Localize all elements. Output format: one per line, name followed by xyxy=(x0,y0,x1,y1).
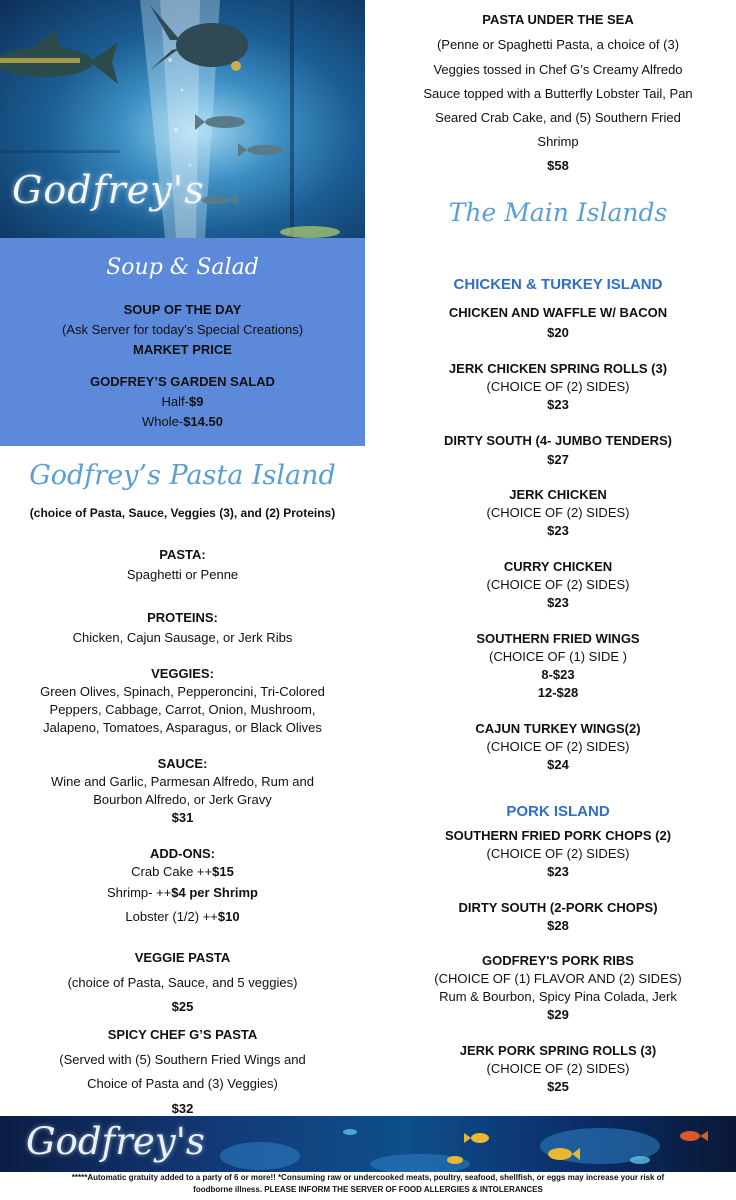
addon-lobster-price: $10 xyxy=(217,909,240,924)
menu-item-price: $28 xyxy=(547,918,569,933)
addon-crab-label: Crab Cake ++ xyxy=(131,864,213,879)
under-sea-title: PASTA UNDER THE SEA xyxy=(482,12,634,27)
salad-whole-label: Whole- xyxy=(142,414,184,429)
disclaimer-line: foodborne illness. PLEASE INFORM THE SERVER OF FOOD ALLERGIES & INTOLERANCES xyxy=(193,1185,543,1194)
menu-item-price: $27 xyxy=(547,452,569,467)
menu-item-price: 12-$28 xyxy=(537,685,579,700)
pasta-island-subtitle: (choice of Pasta, Sauce, Veggies (3), and (2) Proteins) xyxy=(29,506,336,520)
menu-item-name: CURRY CHICKEN xyxy=(503,559,613,574)
pork-island-heading: PORK ISLAND xyxy=(506,803,610,820)
menu-item-name: GODFREY'S PORK RIBS xyxy=(482,953,634,968)
pasta-island-title: Godfrey’s Pasta Island xyxy=(29,460,336,491)
hero-logo-text: Godfrey's xyxy=(12,168,205,212)
addon-crab xyxy=(0,864,365,879)
addon-shrimp xyxy=(0,885,365,900)
soup-title: SOUP OF THE DAY xyxy=(123,302,242,317)
menu-item-name: JERK CHICKEN xyxy=(509,487,607,502)
salad-title: GODFREY’S GARDEN SALAD xyxy=(90,374,275,389)
menu-item-note: (CHOICE OF (2) SIDES) xyxy=(486,739,630,754)
right-column xyxy=(380,0,736,1116)
under-sea-line: Sauce topped with a Butterfly Lobster Tail, Pan xyxy=(423,86,693,101)
veggie-pasta-price: $25 xyxy=(171,999,194,1014)
menu-item-name: JERK CHICKEN SPRING ROLLS (3) xyxy=(448,361,668,376)
menu-item-price: $29 xyxy=(547,1007,569,1022)
veggies-label: VEGGIES: xyxy=(151,666,214,681)
addon-crab-price: $15 xyxy=(212,864,234,879)
under-sea-price: $58 xyxy=(547,158,569,173)
disclaimer-line: *****Automatic gratuity added to a party of 6 or more!! *Consuming raw or undercooked meats, poultry, seafood, shellfish, or eggs may increase your risk of xyxy=(71,1173,665,1182)
sauce-price: $31 xyxy=(171,810,194,825)
menu-item-note: (CHOICE OF (2) SIDES) xyxy=(486,846,630,861)
menu-item-name: CHICKEN AND WAFFLE W/ BACON xyxy=(448,305,668,320)
menu-item-name: JERK PORK SPRING ROLLS (3) xyxy=(459,1043,657,1058)
under-sea-line: (Penne or Spaghetti Pasta, a choice of (3) xyxy=(436,37,680,52)
spicy-pasta-line: Choice of Pasta and (3) Veggies) xyxy=(87,1076,278,1091)
veggie-pasta-desc: (choice of Pasta, Sauce, and 5 veggies) xyxy=(67,975,298,990)
footer-logo-text: Godfrey's xyxy=(26,1120,205,1163)
salad-half-line xyxy=(0,394,365,409)
pasta-text: Spaghetti or Penne xyxy=(126,567,239,582)
soup-note: (Ask Server for today’s Special Creations) xyxy=(61,322,304,337)
footer-aquarium-band xyxy=(0,1116,736,1172)
sauce-line: Bourbon Alfredo, or Jerk Gravy xyxy=(93,792,272,807)
spicy-pasta-price: $32 xyxy=(171,1101,194,1116)
under-sea-line: Shrimp xyxy=(537,134,579,149)
menu-item-note: (CHOICE OF (2) SIDES) xyxy=(486,505,630,520)
salad-whole-line xyxy=(0,414,365,429)
spicy-pasta-title: SPICY CHEF G’S PASTA xyxy=(107,1027,258,1042)
proteins-text: Chicken, Cajun Sausage, or Jerk Ribs xyxy=(72,630,293,645)
main-islands-title: The Main Islands xyxy=(448,198,668,227)
menu-item-name: DIRTY SOUTH (2-PORK CHOPS) xyxy=(458,900,658,915)
under-sea-line: Seared Crab Cake, and (5) Southern Fried xyxy=(435,110,681,125)
menu-item-note: (CHOICE OF (1) FLAVOR AND (2) SIDES) xyxy=(434,971,682,986)
legal-disclaimer xyxy=(0,1172,736,1200)
menu-item-price: $23 xyxy=(547,595,569,610)
veggies-line: Peppers, Cabbage, Carrot, Onion, Mushroom, xyxy=(49,702,316,717)
menu-item-price: $24 xyxy=(547,757,569,772)
chicken-turkey-heading: CHICKEN & TURKEY ISLAND xyxy=(453,276,663,293)
sauce-line: Wine and Garlic, Parmesan Alfredo, Rum and xyxy=(50,774,314,789)
menu-item-price: 8-$23 xyxy=(541,667,575,682)
salad-whole-price: $14.50 xyxy=(183,414,223,429)
spicy-pasta-line: (Served with (5) Southern Fried Wings and xyxy=(59,1052,306,1067)
menu-item-price: $25 xyxy=(547,1079,569,1094)
salad-half-price: $9 xyxy=(188,394,204,409)
pasta-island-section xyxy=(0,446,365,1116)
menu-item-note: (CHOICE OF (2) SIDES) xyxy=(486,1061,630,1076)
veggies-line: Green Olives, Spinach, Pepperoncini, Tri-Colored xyxy=(40,684,325,699)
under-sea-line: Veggies tossed in Chef G’s Creamy Alfredo xyxy=(433,62,683,77)
menu-item-name: DIRTY SOUTH (4- JUMBO TENDERS) xyxy=(444,433,672,448)
menu-item-name: SOUTHERN FRIED PORK CHOPS (2) xyxy=(444,828,672,843)
pasta-label: PASTA: xyxy=(159,547,206,562)
menu-item-note: Rum & Bourbon, Spicy Pina Colada, Jerk xyxy=(439,989,677,1004)
proteins-label: PROTEINS: xyxy=(147,610,218,625)
veggies-line: Jalapeno, Tomatoes, Asparagus, or Black Olives xyxy=(43,720,322,735)
menu-item-note: (CHOICE OF (1) SIDE ) xyxy=(489,649,627,664)
addon-shrimp-label: Shrimp- ++ xyxy=(106,885,172,900)
veggie-pasta-title: VEGGIE PASTA xyxy=(134,950,231,965)
menu-item-note: (CHOICE OF (2) SIDES) xyxy=(486,379,630,394)
menu-item-name: CAJUN TURKEY WINGS(2) xyxy=(475,721,641,736)
menu-item-note: (CHOICE OF (2) SIDES) xyxy=(486,577,630,592)
addon-lobster xyxy=(0,909,365,924)
menu-item-name: SOUTHERN FRIED WINGS xyxy=(476,631,640,646)
soup-salad-title: Soup & Salad xyxy=(106,255,259,280)
addons-label: ADD-ONS: xyxy=(150,846,215,861)
sauce-label: SAUCE: xyxy=(157,756,208,771)
salad-half-label: Half- xyxy=(161,394,189,409)
soup-price: MARKET PRICE xyxy=(133,342,232,357)
menu-item-price: $23 xyxy=(547,864,569,879)
menu-item-price: $23 xyxy=(547,397,569,412)
hero-aquarium-image xyxy=(0,0,365,238)
addon-shrimp-price: $4 per Shrimp xyxy=(171,885,258,900)
soup-salad-section xyxy=(0,238,365,446)
addon-lobster-label: Lobster (1/2) ++ xyxy=(125,909,218,924)
menu-item-price: $23 xyxy=(547,523,569,538)
menu-item-price: $20 xyxy=(547,325,569,340)
